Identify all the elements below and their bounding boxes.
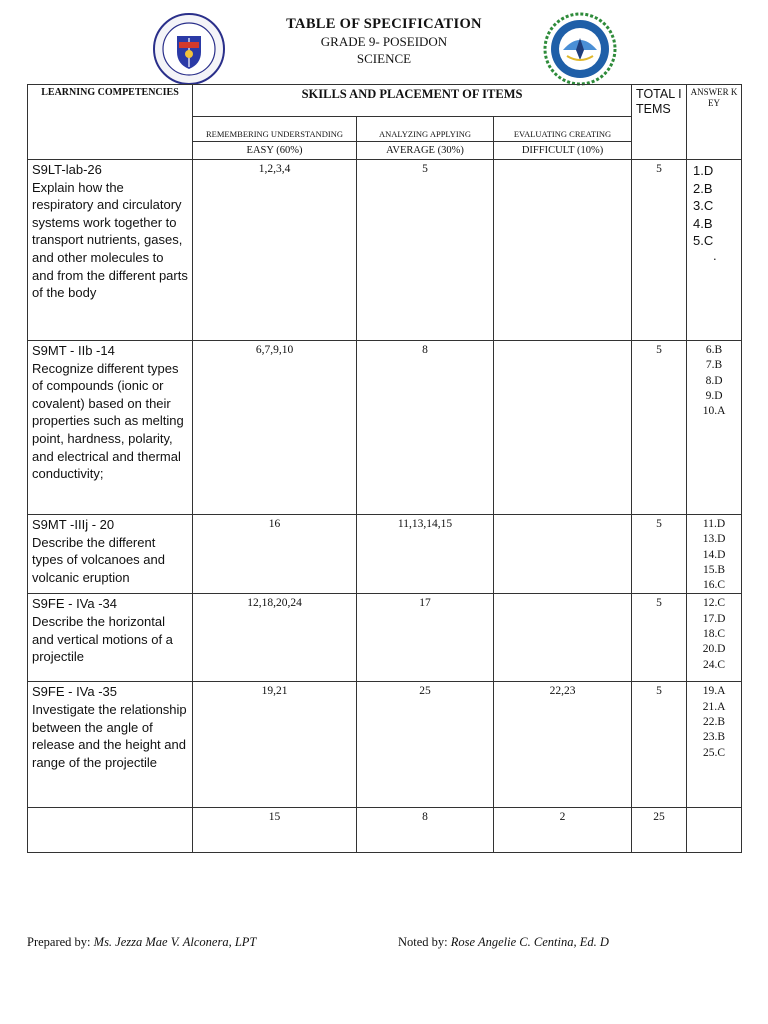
competency-text: Describe the horizontal and vertical motions of a projectile (32, 614, 173, 665)
competency-code: S9MT -IIIj - 20 (32, 517, 115, 532)
average-items: 5 (357, 160, 494, 341)
answer-key-item: 7.B (705, 359, 723, 372)
competency-text: Explain how the respiratory and circulatory systems work together to transport nutrients, gases, and other molecules to and from the different parts of the body (32, 179, 188, 301)
grand-total: 25 (632, 808, 687, 853)
total-average: 8 (357, 808, 494, 853)
header-total-items: TOTAL ITEMS (632, 85, 687, 160)
competency-text: Investigate the relationship between the angle of release and the height and range of the projectile (32, 702, 187, 770)
header-learning-competencies: LEARNING COMPETENCIES (28, 85, 193, 160)
answer-key-item: 3.C (693, 198, 714, 214)
answer-key-item: 8.D (705, 374, 723, 387)
competency-cell (28, 594, 193, 682)
difficult-items: 22,23 (494, 682, 632, 808)
competency-text: Describe the different types of volcanoes and volcanic eruption (32, 534, 165, 585)
competency-cell (28, 515, 193, 594)
total-easy: 15 (193, 808, 357, 853)
noted-by (398, 935, 609, 950)
answer-key-cell (687, 594, 742, 682)
prepared-by (27, 935, 256, 950)
answer-key-cell (687, 682, 742, 808)
total-items: 5 (632, 594, 687, 682)
easy-items: 12,18,20,24 (193, 594, 357, 682)
answer-key-item: 21.A (702, 700, 726, 713)
header-answer-key: ANSWER KEY (687, 85, 742, 160)
competency-cell (28, 341, 193, 515)
difficult-items (494, 594, 632, 682)
easy-items: 6,7,9,10 (193, 341, 357, 515)
total-items: 5 (632, 160, 687, 341)
header-difficulty-average: AVERAGE (30%) (357, 142, 494, 160)
noted-by-name: Rose Angelie C. Centina, Ed. D (450, 935, 609, 949)
answer-key-item: 11.D (702, 518, 726, 530)
header-level-difficult: EVALUATING CREATING (494, 117, 632, 142)
table-row (28, 160, 742, 341)
prepared-by-name: Ms. Jezza Mae V. Alconera, LPT (93, 935, 257, 949)
competency-cell (28, 682, 193, 808)
subject-name: SCIENCE (356, 51, 412, 66)
total-items: 5 (632, 341, 687, 515)
grade-section: GRADE 9- POSEIDON (320, 34, 448, 49)
table-row (28, 594, 742, 682)
answer-key-item: 6.B (705, 344, 723, 356)
total-items: 5 (632, 682, 687, 808)
competency-text: Recognize different types of compounds (ionic or covalent) based on their properties such as melting point, hardness, polarity, and electrical and thermal conductivity; (32, 360, 184, 482)
totals-label-cell (28, 808, 193, 853)
document-header (0, 16, 768, 67)
document-title: TABLE OF SPECIFICATION (286, 16, 482, 32)
answer-key-item: 18.C (703, 628, 726, 641)
answer-key-item: 10.A (702, 405, 726, 418)
header-level-easy: REMEMBERING UNDERSTANDING (193, 117, 357, 142)
totals-key-cell (687, 808, 742, 853)
difficult-items (494, 341, 632, 515)
totals-row (28, 808, 742, 853)
answer-key-item: 16.C (703, 579, 726, 592)
answer-key-cell (687, 515, 742, 594)
table-row (28, 682, 742, 808)
answer-key-item: 12.C (703, 597, 726, 610)
competency-code: S9FE - IVa -35 (32, 684, 118, 700)
answer-key-item: 4.B (693, 215, 713, 231)
header-level-average: ANALYZING APPLYING (357, 117, 494, 142)
competency-cell (28, 160, 193, 341)
table-row (28, 341, 742, 515)
answer-key-item: 24.C (703, 658, 726, 671)
competency-code: S9MT - IIb -14 (32, 343, 115, 358)
answer-key-item: 23.B (703, 731, 726, 744)
stray-dot: . (713, 247, 717, 263)
header-difficulty-difficult: DIFFICULT (10%) (494, 142, 632, 160)
answer-key-item: 5.C (693, 233, 714, 249)
difficult-items (494, 515, 632, 594)
table-row (28, 515, 742, 594)
answer-key-item: 17.D (702, 612, 726, 625)
answer-key-item: 20.D (702, 643, 726, 656)
competency-code: S9LT-lab-26 (32, 162, 102, 177)
answer-key-item: 2.B (693, 180, 713, 196)
answer-key-item: 15.B (703, 563, 726, 576)
average-items: 17 (357, 594, 494, 682)
competency-code: S9FE - IVa -34 (32, 596, 118, 612)
answer-key-item: 9.D (705, 389, 723, 402)
specification-table (27, 84, 742, 853)
answer-key-item: 1.D (693, 163, 714, 178)
noted-by-label: Noted by: (398, 935, 448, 949)
easy-items: 1,2,3,4 (193, 160, 357, 341)
difficult-items (494, 160, 632, 341)
average-items: 8 (357, 341, 494, 515)
prepared-by-label: Prepared by: (27, 935, 91, 949)
average-items: 11,13,14,15 (357, 515, 494, 594)
total-items: 5 (632, 515, 687, 594)
answer-key-item: 19.A (702, 685, 726, 698)
easy-items: 19,21 (193, 682, 357, 808)
header-skills-placement: SKILLS AND PLACEMENT OF ITEMS (193, 85, 632, 117)
average-items: 25 (357, 682, 494, 808)
answer-key-item: 25.C (703, 746, 726, 759)
total-difficult: 2 (494, 808, 632, 853)
easy-items: 16 (193, 515, 357, 594)
answer-key-item: 22.B (703, 716, 726, 729)
answer-key-cell (687, 341, 742, 515)
answer-key-cell (687, 160, 742, 341)
answer-key-item: 13.D (702, 533, 726, 546)
header-difficulty-easy: EASY (60%) (193, 142, 357, 160)
answer-key-item: 14.D (702, 548, 726, 561)
